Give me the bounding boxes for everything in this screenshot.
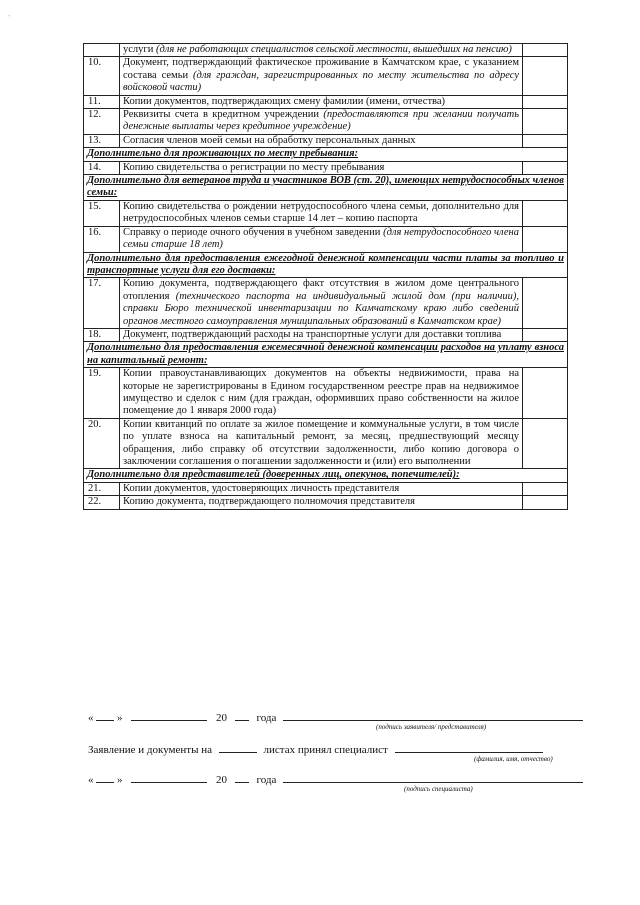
- specialist-name-blank[interactable]: [395, 741, 543, 753]
- item-note: (предоставляются при желании получать денежные выплаты через кредитное учреждение): [123, 109, 519, 133]
- specialist-signature-hint: (подпись специалиста): [404, 785, 473, 793]
- section-header-row: [84, 148, 568, 161]
- applicant-date-line: [88, 709, 583, 725]
- item-description: [120, 226, 523, 252]
- item-note: (для не работающих специалистов сельской местности, вышедших на пенсию): [155, 44, 512, 55]
- year-word: года: [256, 712, 277, 724]
- item-number: 17.: [84, 278, 120, 329]
- item-check-cell[interactable]: [523, 161, 568, 174]
- section-header-row: [84, 175, 568, 201]
- item-description: [120, 134, 523, 147]
- applicant-signature-blank[interactable]: [283, 709, 583, 721]
- corner-mark: `: [8, 14, 11, 23]
- item-number: 20.: [84, 418, 120, 469]
- item-text: Согласия членов моей семьи на обработку персональных данных: [123, 134, 416, 146]
- document-item-row: [84, 496, 568, 509]
- item-number: [84, 44, 120, 57]
- document-item-row: [84, 418, 568, 469]
- sheets-count-blank[interactable]: [219, 741, 257, 753]
- item-text: Копии документов, удостоверяющих личность представителя: [123, 482, 400, 494]
- item-description: [120, 496, 523, 509]
- item-description: [120, 328, 523, 341]
- item-description: [120, 109, 523, 135]
- item-text: Копию свидетельства о регистрации по месту пребывания: [123, 161, 385, 173]
- year-blank[interactable]: [235, 709, 249, 721]
- item-text: Копию документа, подтверждающего полномочия представителя: [123, 496, 416, 508]
- month-blank[interactable]: [131, 709, 207, 721]
- document-item-row: [84, 57, 568, 95]
- month-blank-2[interactable]: [131, 771, 207, 783]
- item-text: Копии правоустанавливающих документов на объекты недвижимости, права на которые не зарегистрированы в Едином государственном реестре прав на недвижимое имущество и сделок с ним (для граждан, оформивших право собственности на жилое помещение до 1 января 2000 года): [123, 368, 519, 417]
- section-header: Дополнительно для предоставления ежегодной денежной компенсации части платы за топливо и транспортные услуги для его доставки:: [84, 252, 568, 278]
- section-header: Дополнительно для ветеранов труда и участников ВОВ (ст. 20), имеющих нетрудоспособных членов семьи:: [84, 175, 568, 201]
- item-text: Документ, подтверждающий расходы на транспортные услуги для доставки топлива: [123, 328, 502, 340]
- documents-table-body: [84, 44, 568, 510]
- item-check-cell[interactable]: [523, 134, 568, 147]
- accepted-middle: листах принял специалист: [263, 744, 388, 756]
- document-item-row: [84, 328, 568, 341]
- specialist-name-hint: (фамилия, имя, отчество): [474, 755, 553, 763]
- item-description: [120, 44, 523, 57]
- specialist-signature-blank[interactable]: [283, 771, 583, 783]
- day-blank[interactable]: [96, 709, 114, 721]
- item-text: Копию свидетельства о рождении нетрудоспособного члена семьи, дополнительно для нетрудоспособных членов семьи старше 14 лет – копию паспорта: [123, 200, 519, 225]
- document-item-row: [84, 134, 568, 147]
- item-number: 15.: [84, 200, 120, 226]
- document-item-row: [84, 278, 568, 329]
- item-description: [120, 95, 523, 108]
- applicant-signature-hint: (подпись заявителя/ представителя): [376, 723, 487, 731]
- item-check-cell[interactable]: [523, 95, 568, 108]
- section-header: Дополнительно для предоставления ежемесячной денежной компенсации расходов на уплату взноса на капитальный ремонт:: [84, 342, 568, 368]
- document-item-row: [84, 95, 568, 108]
- item-text: Копию документа, подтверждающего факт отсутствия в жилом доме центрального отопления: [123, 278, 519, 302]
- item-text: Копии документов, подтверждающих смену фамилии (имени, отчества): [123, 95, 446, 107]
- quote-open-2: «: [88, 774, 94, 786]
- document-item-row: [84, 368, 568, 419]
- item-check-cell[interactable]: [523, 328, 568, 341]
- document-item-row: [84, 161, 568, 174]
- item-text: Документ, подтверждающий фактическое проживание в Камчатском крае, с указанием состава семьи: [123, 57, 519, 81]
- item-number: 16.: [84, 226, 120, 252]
- accepted-prefix: Заявление и документы на: [88, 744, 213, 756]
- documents-table: [83, 43, 568, 510]
- item-number: 13.: [84, 134, 120, 147]
- item-note: (для нетрудоспособного члена семьи старше 18 лет): [123, 226, 520, 251]
- quote-close: »: [117, 712, 123, 724]
- item-description: [120, 161, 523, 174]
- document-item-row: [84, 226, 568, 252]
- item-number: 12.: [84, 109, 120, 135]
- item-description: [120, 368, 523, 419]
- item-check-cell[interactable]: [523, 57, 568, 95]
- item-check-cell[interactable]: [523, 418, 568, 469]
- item-description: [120, 482, 523, 495]
- item-check-cell[interactable]: [523, 496, 568, 509]
- document-item-row: [84, 109, 568, 135]
- item-text: услуги: [123, 44, 154, 55]
- section-header: Дополнительно для представителей (доверенных лиц, опекунов, попечителей):: [84, 469, 568, 482]
- item-check-cell[interactable]: [523, 226, 568, 252]
- item-check-cell[interactable]: [523, 44, 568, 57]
- item-check-cell[interactable]: [523, 109, 568, 135]
- item-number: 11.: [84, 95, 120, 108]
- item-description: [120, 418, 523, 469]
- item-text: Копии квитанций по оплате за жилое помещение и коммунальные услуги, в том числе по уплате взноса на капитальный ремонт, за месяц, предшествующий месяцу обращения, либо справку об отсутствии задолженности, либо копию договора о заключении соглашения о погашении задолженности и (или) его выполнении: [123, 418, 519, 467]
- quote-open: «: [88, 712, 94, 724]
- section-header-row: [84, 342, 568, 368]
- item-note: (технического паспорта на индивидуальный жилой дом (при наличии), справки Бюро технической инвентаризации по Камчатскому краю либо сведений органов местного самоуправления муниципальных образований в Камчатском крае): [123, 290, 520, 327]
- item-check-cell[interactable]: [523, 368, 568, 419]
- quote-close-2: »: [117, 774, 123, 786]
- day-blank-2[interactable]: [96, 771, 114, 783]
- item-check-cell[interactable]: [523, 278, 568, 329]
- item-note: (для граждан, зарегистрированных по месту жительства по адресу войсковой части): [123, 69, 519, 94]
- item-number: 22.: [84, 496, 120, 509]
- section-header: Дополнительно для проживающих по месту пребывания:: [84, 148, 568, 161]
- section-header-row: [84, 252, 568, 278]
- item-number: 18.: [84, 328, 120, 341]
- section-header-row: [84, 469, 568, 482]
- item-description: [120, 278, 523, 329]
- item-description: [120, 200, 523, 226]
- item-number: 19.: [84, 368, 120, 419]
- specialist-date-line: [88, 771, 583, 787]
- item-text: Реквизиты счета в кредитном учреждении: [123, 109, 319, 121]
- item-check-cell[interactable]: [523, 200, 568, 226]
- year-blank-2[interactable]: [235, 771, 249, 783]
- item-number: 10.: [84, 57, 120, 95]
- document-item-row: [84, 482, 568, 495]
- document-item-row: [84, 44, 568, 57]
- item-number: 21.: [84, 482, 120, 495]
- item-text: Справку о периоде очного обучения в учебном заведении: [123, 226, 381, 238]
- year-prefix-2: 20: [216, 774, 227, 786]
- year-word-2: года: [256, 774, 277, 786]
- item-check-cell[interactable]: [523, 482, 568, 495]
- item-description: [120, 57, 523, 95]
- year-prefix: 20: [216, 712, 227, 724]
- item-number: 14.: [84, 161, 120, 174]
- document-item-row: [84, 200, 568, 226]
